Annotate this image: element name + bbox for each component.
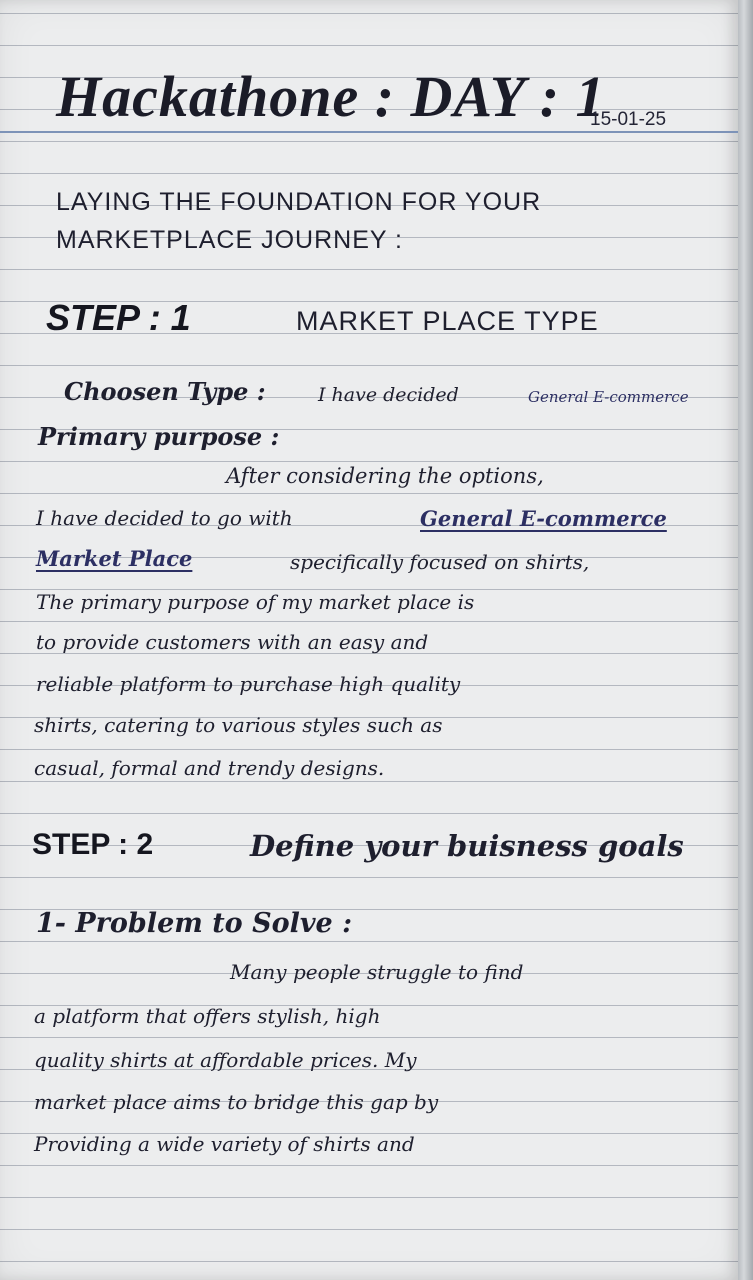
step2-label: STEP : 2 <box>32 828 154 861</box>
chosen-type-text: I have decided <box>318 384 459 406</box>
purpose-line-5: to provide customers with an easy and <box>36 630 429 654</box>
problem-line-3: quality shirts at affordable prices. My <box>34 1048 417 1072</box>
step2-heading: Define your buisness goals <box>250 829 684 863</box>
problem-line-2: a platform that offers stylish, high <box>34 1004 381 1028</box>
problem-line-1: Many people struggle to find <box>230 960 524 984</box>
page-edge <box>738 0 753 1280</box>
purpose-line-2b: General E-commerce <box>420 506 667 531</box>
purpose-line-4: The primary purpose of my market place is <box>36 590 475 614</box>
page-date: 15-01-25 <box>590 109 667 130</box>
purpose-line-8: casual, formal and trendy designs. <box>34 756 385 780</box>
purpose-line-7: shirts, catering to various styles such as <box>34 713 443 737</box>
problem-line-4: market place aims to bridge this gap by <box>34 1090 439 1114</box>
purpose-line-3a: Market Place <box>36 546 193 571</box>
purpose-line-2a: I have decided to go with <box>36 506 293 530</box>
purpose-line-1: After considering the options, <box>226 464 544 488</box>
purpose-line-6: reliable platform to purchase high quality <box>36 672 461 696</box>
purpose-line-3b: specifically focused on shirts, <box>290 550 590 574</box>
chosen-type-label: Choosen Type : <box>64 377 266 406</box>
chosen-type-value: General E-commerce <box>528 388 689 406</box>
problem-line-5: Providing a wide variety of shirts and <box>34 1132 415 1156</box>
intro-line-1: LAYING THE FOUNDATION FOR YOUR <box>56 188 542 216</box>
header-rule <box>0 131 738 133</box>
intro-line-2: MARKETPLACE JOURNEY : <box>56 226 404 254</box>
primary-purpose-label: Primary purpose : <box>38 422 280 451</box>
step1-label: STEP : 1 <box>46 297 191 338</box>
page-title: Hackathone : DAY : 1 <box>56 64 606 129</box>
step1-heading: MARKET PLACE TYPE <box>296 306 599 336</box>
problem-label: 1- Problem to Solve : <box>36 908 353 939</box>
